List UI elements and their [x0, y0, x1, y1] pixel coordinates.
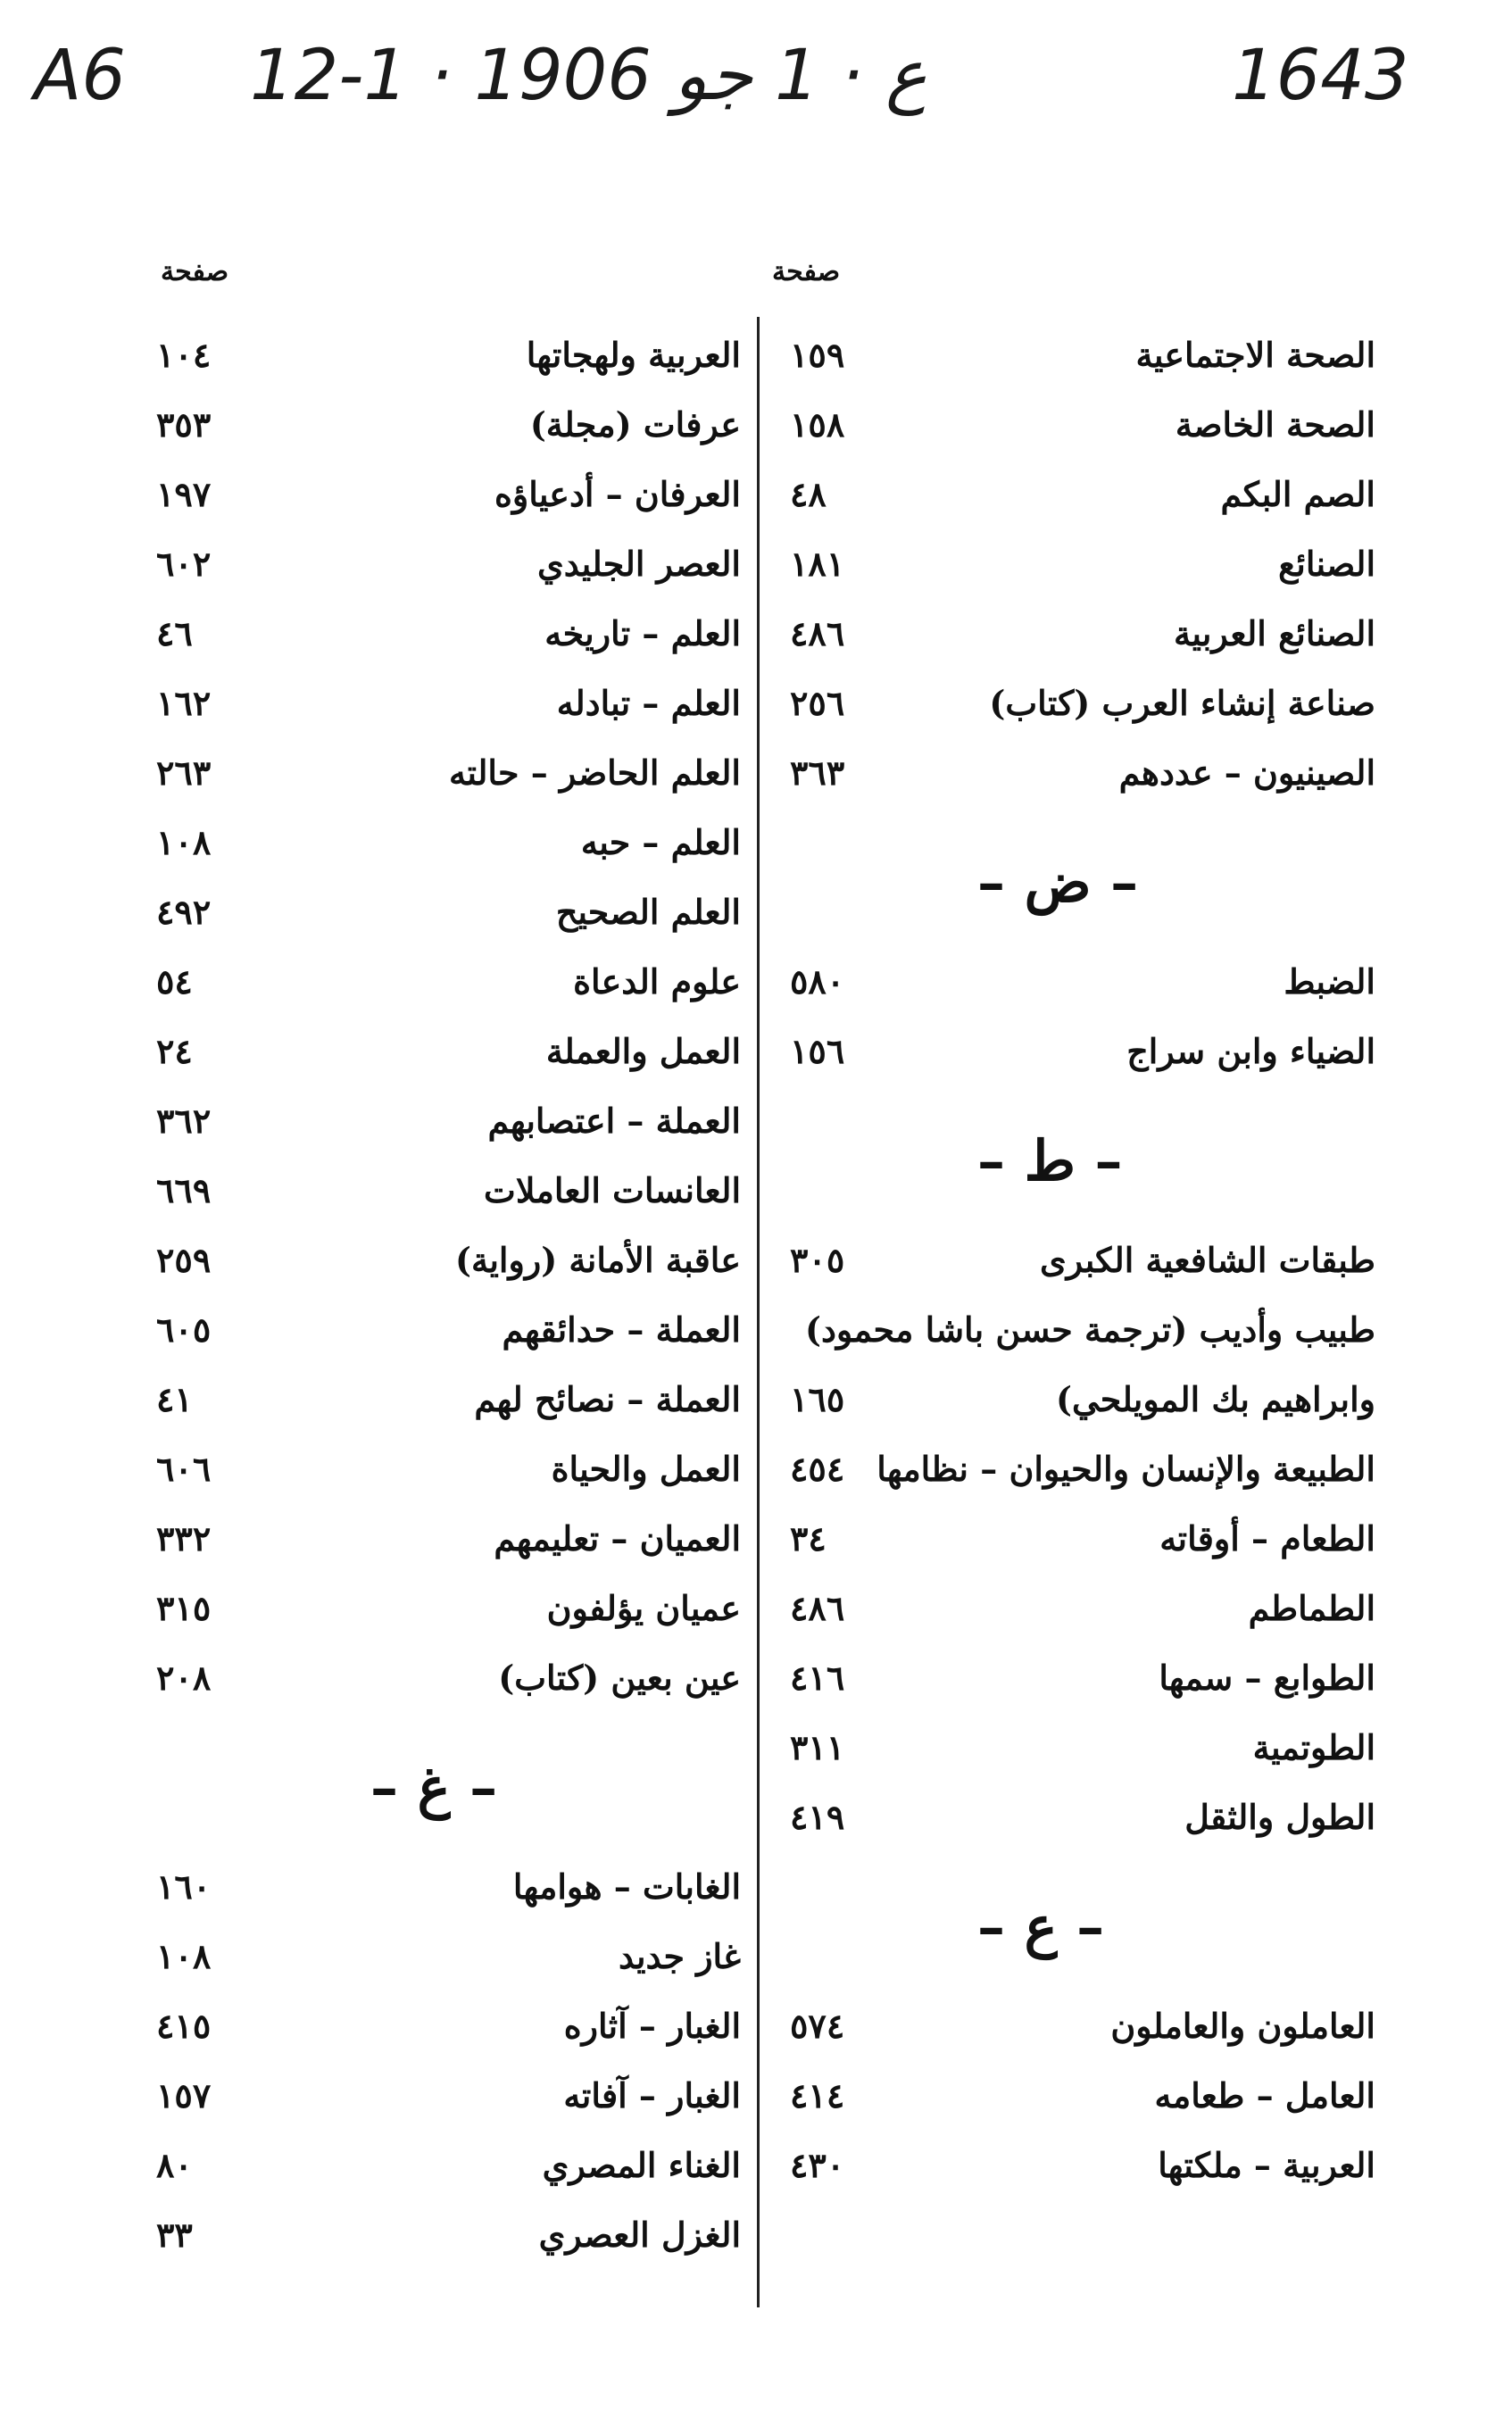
index-entry [138, 1999, 741, 2069]
index-entry [772, 1512, 1375, 1582]
entry-title: الصحة الاجتماعية [1135, 335, 1375, 375]
entry-page-number: ٤٥٤ [790, 1449, 845, 1489]
handwritten-note-middle: 12-1 · ع · 1 جو 1906 [250, 36, 927, 116]
index-entry [138, 1512, 741, 1582]
index-entry [138, 677, 741, 746]
entry-page-number: ٢٦٣ [156, 752, 212, 793]
entry-page-number: ٥٨٠ [790, 961, 845, 1002]
entry-title: العملة – حدائقهم [502, 1309, 741, 1350]
entry-title: الطوتمية [1252, 1727, 1375, 1767]
entry-page-number: ٤١ [156, 1379, 193, 1419]
index-entry [138, 885, 741, 955]
entry-title: عاقبة الأمانة (رواية) [455, 1240, 741, 1280]
entry-page-number: ٨٠ [156, 2145, 193, 2185]
entries-list [772, 328, 1375, 2208]
entry-page-number: ٢٤ [156, 1031, 193, 1071]
index-entry [138, 1303, 741, 1373]
entry-title: الغبار – آثاره [563, 2006, 741, 2046]
entry-title: الصنائع العربية [1173, 613, 1375, 653]
entry-page-number: ٣٣ [156, 2215, 193, 2255]
entry-title: الضبط [1284, 961, 1375, 1002]
index-entry [772, 1373, 1375, 1442]
entry-title: الطبيعة والإنسان والحيوان – نظامها [876, 1449, 1375, 1489]
entry-title: العملة – نصائح لهم [474, 1379, 741, 1419]
entry-title: العرفان – أدعياؤه [494, 474, 741, 514]
entries-list [138, 328, 741, 2278]
letter-heading [138, 1721, 741, 1860]
entry-page-number: ٦٦٩ [156, 1170, 212, 1210]
letter-heading-text: – ض – [977, 850, 1139, 915]
index-entry [138, 1373, 741, 1442]
entry-title: الغبار – آفاته [563, 2075, 741, 2115]
entry-title: العمل والعملة [545, 1031, 741, 1071]
entry-title: عرفات (مجلة) [529, 404, 741, 445]
entry-page-number: ٤١٤ [790, 2075, 845, 2115]
entry-page-number: ٥٧٤ [790, 2006, 845, 2046]
entry-title: غاز جديد [619, 1936, 741, 1976]
index-entry [772, 746, 1375, 816]
handwritten-note-left: A6 [34, 36, 126, 116]
entry-page-number: ٣٣٢ [156, 1518, 212, 1558]
index-entry [138, 1442, 741, 1512]
entry-page-number: ٤٨ [790, 474, 827, 514]
index-entry [138, 607, 741, 677]
handwritten-note-right: 1643 [1232, 36, 1409, 116]
letter-heading [772, 1094, 1375, 1234]
entry-title: الطول والثقل [1184, 1797, 1375, 1837]
entry-page-number: ١٦٠ [156, 1866, 212, 1907]
entry-page-number: ٣٦٣ [790, 752, 845, 793]
entry-title: طبقات الشافعية الكبرى [1040, 1240, 1375, 1280]
entry-page-number: ١٦٢ [156, 683, 212, 723]
entry-page-number: ٤١٥ [156, 2006, 212, 2046]
index-entry [138, 537, 741, 607]
index-entry [772, 1303, 1375, 1373]
entry-title: الصحة الخاصة [1175, 404, 1375, 445]
entry-page-number: ٦٠٥ [156, 1309, 212, 1350]
entry-title: العصر الجليدي [536, 544, 741, 584]
letter-heading-text: – ط – [977, 1128, 1123, 1193]
index-entry [772, 328, 1375, 398]
entry-page-number: ٥٤ [156, 961, 193, 1002]
letter-heading-text: – غ – [370, 1755, 498, 1820]
entry-page-number: ٣٥٣ [156, 404, 212, 445]
entry-page-number: ٤١٩ [790, 1797, 845, 1837]
entry-page-number: ٤١٦ [790, 1658, 845, 1698]
index-entry [772, 607, 1375, 677]
index-entry [138, 1234, 741, 1303]
entry-page-number: ٣١٥ [156, 1588, 212, 1628]
index-entry [772, 677, 1375, 746]
index-entry [772, 468, 1375, 537]
entry-title: الصم البكم [1220, 474, 1375, 514]
index-entry [138, 398, 741, 468]
index-entry [138, 1025, 741, 1094]
entry-page-number: ١٥٦ [790, 1031, 845, 1071]
index-entry [138, 816, 741, 885]
entry-title: الغزل العصري [538, 2215, 741, 2255]
index-entry [138, 1164, 741, 1234]
entry-title: الطعام – أوقاته [1159, 1518, 1375, 1558]
letter-heading [772, 1860, 1375, 1999]
entry-title: الصنائع [1278, 544, 1375, 584]
index-entry [138, 2139, 741, 2208]
entry-title: العربية – ملكتها [1158, 2145, 1375, 2185]
index-entry [772, 2069, 1375, 2139]
index-entry [138, 1860, 741, 1930]
entry-title: وابراهيم بك المويلحي) [1056, 1379, 1375, 1419]
index-entry [138, 1094, 741, 1164]
entry-page-number: ١٨١ [790, 544, 845, 584]
column-divider [757, 317, 760, 2307]
entry-page-number: ٤٦ [156, 613, 193, 653]
index-entry [138, 1582, 741, 1651]
index-entry [138, 328, 741, 398]
index-entry [138, 468, 741, 537]
letter-heading [772, 816, 1375, 955]
index-entry [138, 1651, 741, 1721]
page-column-header: صفحة [161, 256, 229, 287]
index-entry [772, 1582, 1375, 1651]
entry-page-number: ٣١١ [790, 1727, 845, 1767]
entry-title: العامل – طعامه [1154, 2075, 1375, 2115]
entry-page-number: ٢٠٨ [156, 1658, 212, 1698]
index-entry [772, 1999, 1375, 2069]
entry-page-number: ٢٥٦ [790, 683, 845, 723]
entry-title: الغابات – هوامها [512, 1866, 741, 1907]
entry-title: عميان يؤلفون [546, 1588, 741, 1628]
entry-title: العربية ولهجاتها [526, 335, 741, 375]
entry-page-number: ١٠٨ [156, 1936, 212, 1976]
index-entry [772, 2139, 1375, 2208]
entry-title: صناعة إنشاء العرب (كتاب) [989, 683, 1375, 723]
entry-page-number: ٦٠٢ [156, 544, 212, 584]
entry-title: العملة – اعتصابهم [487, 1101, 741, 1141]
entry-title: العمل والحياة [551, 1449, 741, 1489]
index-entry [772, 1791, 1375, 1860]
index-entry [772, 398, 1375, 468]
entry-page-number: ٢٥٩ [156, 1240, 212, 1280]
entry-page-number: ١٥٧ [156, 2075, 212, 2115]
entry-title: الغناء المصري [542, 2145, 741, 2185]
entry-page-number: ٤٨٦ [790, 1588, 845, 1628]
index-entry [772, 955, 1375, 1025]
entry-title: العلم الحاضر – حالته [449, 752, 741, 793]
index-entry [772, 1651, 1375, 1721]
entry-title: عين بعين (كتاب) [498, 1658, 741, 1698]
entry-page-number: ٤٨٦ [790, 613, 845, 653]
entry-title: الطماطم [1248, 1588, 1375, 1628]
entry-page-number: ١٩٧ [156, 474, 212, 514]
index-entry [772, 537, 1375, 607]
entry-page-number: ٤٣٠ [790, 2145, 845, 2185]
entry-title: علوم الدعاة [573, 961, 741, 1002]
index-entry [138, 1930, 741, 1999]
letter-heading-text: – ع – [977, 1894, 1105, 1959]
entry-page-number: ٤٩٢ [156, 892, 212, 932]
entry-page-number: ٣٠٥ [790, 1240, 845, 1280]
entry-page-number: ٦٠٦ [156, 1449, 212, 1489]
index-entry [772, 1025, 1375, 1094]
page-column-header: صفحة [772, 256, 841, 287]
index-entry [138, 955, 741, 1025]
entry-page-number: ١٠٤ [156, 335, 212, 375]
entry-title: العانسات العاملات [484, 1170, 741, 1210]
entry-title: العلم الصحيح [555, 892, 741, 932]
entry-title: العلم – حبه [580, 822, 741, 862]
entry-title: العميان – تعليمهم [494, 1518, 741, 1558]
entry-page-number: ٣٦٢ [156, 1101, 212, 1141]
entry-title: الضياء وابن سراج [1126, 1031, 1375, 1071]
index-entry [138, 2069, 741, 2139]
entry-page-number: ١٠٨ [156, 822, 212, 862]
index-entry [138, 2208, 741, 2278]
entry-page-number: ٣٤ [790, 1518, 827, 1558]
entry-page-number: ١٥٩ [790, 335, 845, 375]
index-entry [772, 1721, 1375, 1791]
entry-title: العاملون والعاملون [1110, 2006, 1375, 2046]
entry-page-number: ١٥٨ [790, 404, 845, 445]
entry-title: العلم – تاريخه [544, 613, 741, 653]
entry-title: طبيب وأديب (ترجمة حسن باشا محمود) [805, 1309, 1375, 1350]
entry-page-number: ١٦٥ [790, 1379, 845, 1419]
entry-title: الصينيون – عددهم [1118, 752, 1375, 793]
entry-title: العلم – تبادله [556, 683, 741, 723]
entry-title: الطوابع – سمها [1159, 1658, 1375, 1698]
index-entry [138, 746, 741, 816]
index-entry [772, 1442, 1375, 1512]
index-entry [772, 1234, 1375, 1303]
